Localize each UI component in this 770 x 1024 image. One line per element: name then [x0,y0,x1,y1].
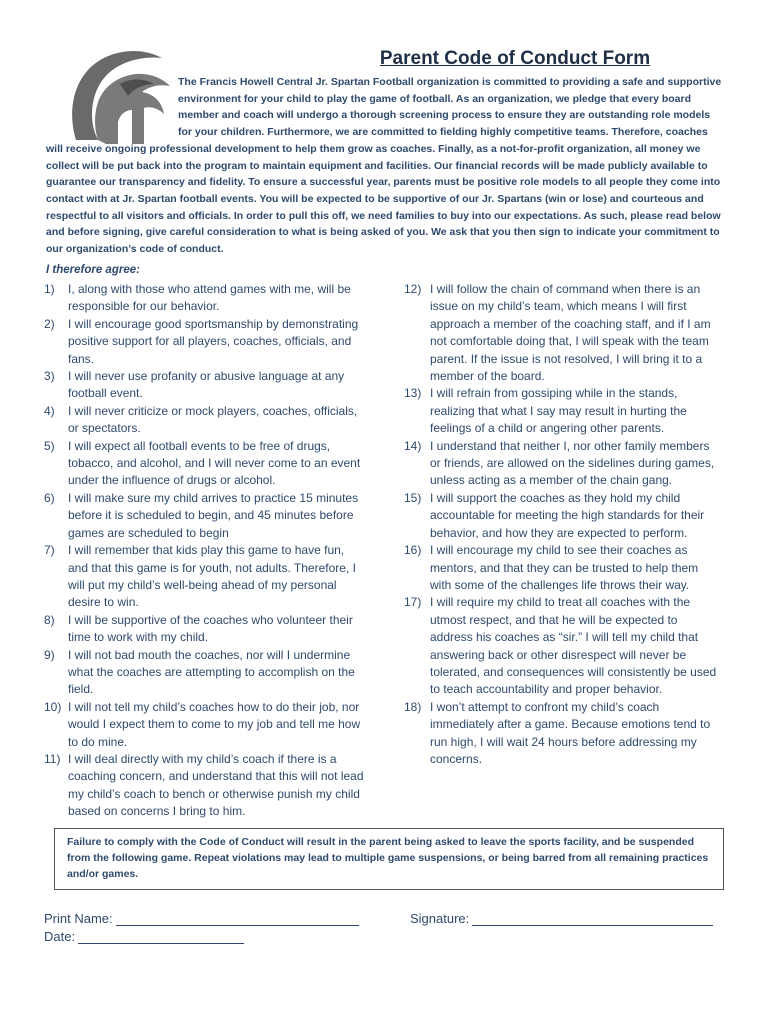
item-text: I will be supportive of the coaches who volunteer their time to work with my child. [68,612,353,645]
item-text: I, along with those who attend games with me, will be responsible for our behavior. [68,282,351,314]
item-number: 4) [44,403,55,418]
item-number: 18) [404,699,422,714]
intro-text: The Francis Howell Central Jr. Spartan Football organization is committed to providing a safe and supportive environment for your child to play the game of football. As an organization, we pledge that every board member and coach will undergo a thorough screening process to ensure they are outstanding role models for your children. Furthermore, we are committed to fielding highly competitive teams. Therefore, coaches will receive ongoing professional development to help them grow as coaches. Finally, as a not-for-profit organization, all money we collect will be put back into the program to maintain equipment and facilities. Our financial records will be made publicly available to guarantee our transparency and fidelity. To ensure a successful year, parents must be positive role models to all people they come into contact with at Jr. Spartan football events. You will be expected to be supportive of our Jr. Spartans (win or lose) and courteous and respectful to all visitors and officials. In order to pull this off, we need families to buy into our expectations. As such, please read below and before signing, give careful consideration to what is being asked of you. We ask that you then sign to indicate your commitment to our organization’s code of conduct. [46,76,722,256]
item-text: I will never criticize or mock players, coaches, officials, or spectators. [68,403,358,436]
form-title: Parent Code of Conduct Form [379,48,651,69]
item-number: 10) [44,699,62,714]
intro-paragraph [46,74,722,258]
agreement-item [404,438,722,490]
agree-heading: I therefore agree: [46,264,140,276]
item-text: I will encourage my child to see their coaches as mentors, and that they can be trusted to help them with some of the challenges life throws their way. [430,543,699,592]
item-text: I will encourage good sportsmanship by demonstrating positive support for all players, coaches, officials, and fans. [68,316,359,366]
agreement-item [44,612,366,647]
agreement-item [404,281,722,385]
item-number: 6) [44,490,55,505]
agreement-item [404,594,722,698]
item-text: I will never use profanity or abusive language at any football event. [68,369,345,401]
date-row [44,929,244,944]
print-name-field[interactable] [116,911,359,926]
item-text: I will follow the chain of command when there is an issue on my child’s team, which means I will first approach a member of the coaching staff, and if I am not comfortable doing that, I will speak with the team parent. If the issue is not resolved, I will bring it to a member of the board. [430,282,711,384]
item-number: 15) [404,490,422,505]
item-text: I won’t attempt to confront my child’s coach immediately after a game. Because emotions tend to run high, I will wait 24 hours before addressing my concerns. [430,699,711,766]
item-number: 12) [404,282,422,296]
agreement-item [44,368,366,403]
notice-box: Failure to comply with the Code of Conduct will result in the parent being asked to leave the sports facility, and be suspended from the following game. Repeat violations may lead to multiple game suspensions, or being barred from all remaining practices and/or games. [54,828,724,890]
item-number: 1) [44,282,55,296]
item-number: 2) [44,316,55,331]
item-number: 7) [44,543,55,558]
item-text: I understand that neither I, nor other family members or friends, are allowed on the sidelines during games, unless acting as a member of the chain gang. [430,438,715,488]
agreement-item [44,403,366,438]
item-text: I will support the coaches as they hold my child accountable for meeting the high standards for their behavior, and how they are expected to perform. [430,490,705,540]
item-text: I will deal directly with my child’s coach if there is a coaching concern, and understand that this will not lead my child’s coach to bench or otherwise punish my child based on concerns I bring to him. [68,751,364,819]
agreement-item [404,542,722,594]
agreement-item [44,699,366,751]
agreement-item [44,490,366,542]
agreement-item [44,647,366,699]
item-text: I will not bad mouth the coaches, nor will I undermine what the coaches are attempting to accomplish on the field. [68,647,355,697]
agreement-item [44,316,366,368]
item-number: 3) [44,369,55,384]
agreement-item [404,490,722,542]
item-number: 8) [44,612,55,627]
signature-field[interactable] [472,911,713,926]
item-number: 16) [404,543,422,558]
date-field[interactable] [78,929,244,944]
item-number: 17) [404,595,422,610]
agreement-item [404,699,722,769]
signature-label: Signature: [410,911,470,926]
item-text: I will refrain from gossiping while in the stands, realizing that what I say may result in hurting the feelings of a child or angering other parents. [430,386,687,436]
print-name-row [44,911,359,926]
item-number: 5) [44,438,55,453]
agreement-item [44,438,366,490]
item-number: 11) [44,751,61,766]
left-agreement-list [44,281,366,821]
logo-spacer [46,74,178,138]
item-number: 9) [44,647,55,662]
item-text: I will not tell my child’s coaches how to do their job, nor would I expect them to come to my job and tell me how to do mine. [68,699,361,749]
item-number: 13) [404,386,422,401]
item-text: I will make sure my child arrives to practice 15 minutes before it is scheduled to begin, and 45 minutes before games are scheduled to begin [68,490,359,540]
agreement-item [44,281,366,316]
item-text: I will remember that kids play this game to have fun, and that this game is for youth, not adults. Therefore, I will put my child’s well-being ahead of my personal desire to win. [68,543,356,610]
agreement-item [44,751,366,821]
agreement-item [404,385,722,437]
date-label: Date: [44,929,76,944]
print-name-label: Print Name: [44,911,113,926]
item-text: I will expect all football events to be free of drugs, tobacco, and alcohol, and I will never come to an event under the influence of drugs or alcohol. [68,438,361,488]
right-agreement-list [404,281,722,768]
item-number: 14) [404,438,422,453]
agreement-item [44,542,366,612]
item-text: I will require my child to treat all coaches with the utmost respect, and that he will be expected to address his coaches as “sir.” I will tell my child that answering back or other disrespect will never be tolerated, and consequences will consistently be used to teach accountability and proper behavior. [430,595,717,697]
signature-row [410,911,713,926]
